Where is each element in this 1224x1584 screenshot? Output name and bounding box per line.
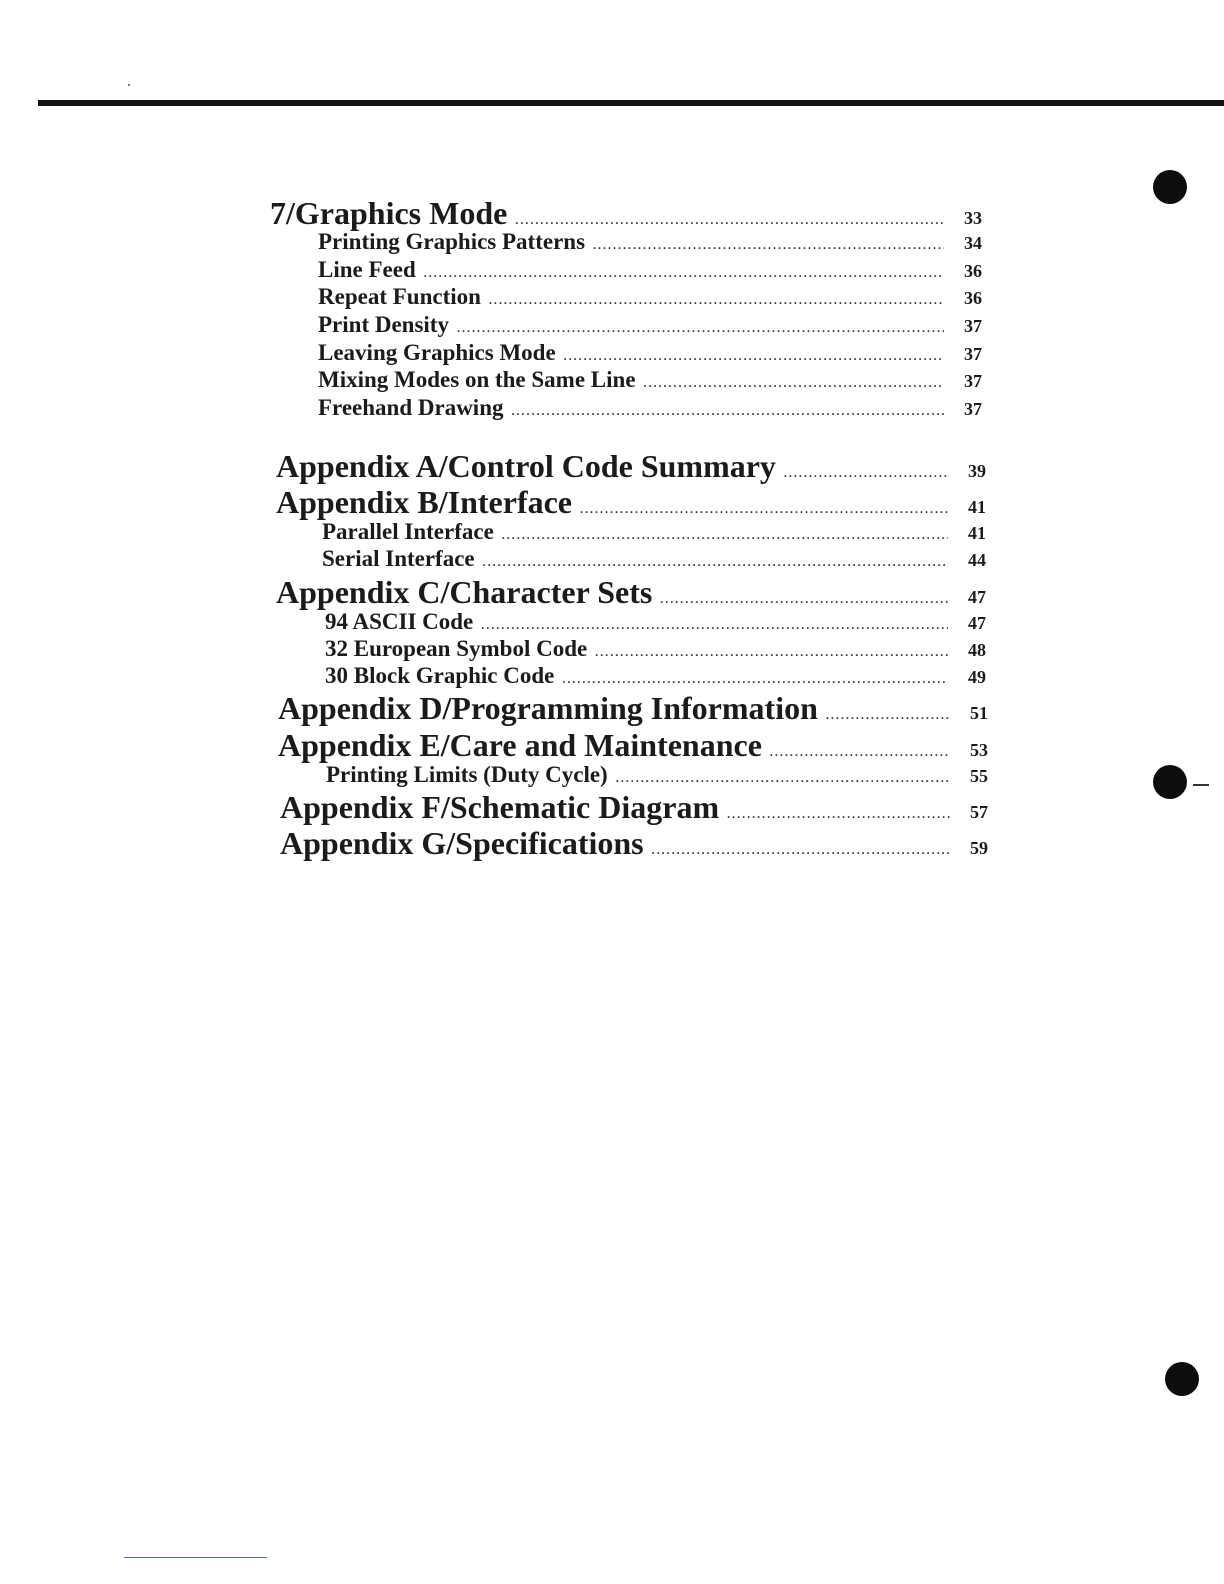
toc-leader-dots <box>770 745 950 760</box>
toc-entry-graphics-mode[interactable] <box>270 195 982 232</box>
toc-entry-ascii-code[interactable] <box>325 609 986 635</box>
toc-entry-leaving-graphics-mode[interactable] <box>318 340 982 366</box>
toc-entry-label: 94 ASCII Code <box>325 609 474 634</box>
toc-entry-freehand-drawing[interactable] <box>318 395 982 421</box>
toc-entry-printing-limits[interactable] <box>326 762 988 788</box>
toc-entry-print-density[interactable] <box>318 312 982 338</box>
toc-entry-label: Appendix E/Care and Maintenance <box>278 727 762 763</box>
toc-leader-dots <box>616 771 950 786</box>
toc-entry-page: 36 <box>964 261 982 281</box>
toc-entry-label: Appendix A/Control Code Summary <box>276 448 776 484</box>
toc-entry-label: 30 Block Graphic Code <box>325 663 555 688</box>
toc-entry-page: 55 <box>970 766 988 786</box>
toc-entry-label: Appendix F/Schematic Diagram <box>280 789 720 825</box>
toc-entry-page: 39 <box>968 461 986 481</box>
toc-entry-parallel-interface[interactable] <box>322 519 986 545</box>
toc-leader-dots <box>826 708 950 723</box>
toc-entry-label: Appendix G/Specifications <box>280 825 644 861</box>
footer-underline <box>124 1557 267 1558</box>
toc-entry-page: 34 <box>964 233 982 253</box>
toc-leader-dots <box>580 502 948 517</box>
toc-entry-label: Parallel Interface <box>322 519 494 544</box>
toc-entry-appendix-b[interactable] <box>276 484 986 521</box>
toc-leader-dots <box>644 376 944 391</box>
toc-entry-label: Serial Interface <box>322 546 475 571</box>
toc-entry-page: 47 <box>968 613 986 633</box>
toc-leader-dots <box>727 807 950 822</box>
toc-leader-dots <box>784 466 948 481</box>
toc-entry-page: 53 <box>970 740 988 760</box>
toc-entry-page: 51 <box>970 703 988 723</box>
toc-entry-page: 36 <box>964 288 982 308</box>
toc-entry-serial-interface[interactable] <box>322 546 986 572</box>
toc-entry-page: 37 <box>964 371 982 391</box>
toc-leader-dots <box>660 592 948 607</box>
toc-leader-dots <box>457 321 944 336</box>
toc-entry-label: Mixing Modes on the Same Line <box>318 367 636 392</box>
toc-entry-label: 32 European Symbol Code <box>325 636 588 661</box>
toc-entry-label: Print Density <box>318 312 449 337</box>
toc-entry-appendix-d[interactable] <box>278 690 988 727</box>
toc-leader-dots <box>489 293 944 308</box>
toc-leader-dots <box>595 645 948 660</box>
toc-entry-page: 41 <box>968 523 986 543</box>
toc-entry-line-feed[interactable] <box>318 257 982 283</box>
toc-entry-label: Appendix D/Programming Information <box>278 690 818 726</box>
toc-entry-label: Printing Limits (Duty Cycle) <box>326 762 608 787</box>
toc-entry-page: 57 <box>970 802 988 822</box>
toc-entry-appendix-a[interactable] <box>276 448 986 485</box>
toc-entry-appendix-f[interactable] <box>280 789 988 826</box>
toc-entry-page: 37 <box>964 399 982 419</box>
toc-entry-appendix-c[interactable] <box>276 574 986 611</box>
toc-entry-european-symbol-code[interactable] <box>325 636 986 662</box>
toc-entry-page: 41 <box>968 497 986 517</box>
toc-entry-page: 37 <box>964 316 982 336</box>
toc-leader-dots <box>481 618 948 633</box>
toc-leader-dots <box>652 843 950 858</box>
toc-entry-page: 48 <box>968 640 986 660</box>
toc-entry-label: Appendix C/Character Sets <box>276 574 653 610</box>
toc-leader-dots <box>502 528 948 543</box>
toc-leader-dots <box>424 266 944 281</box>
toc-entry-label: Freehand Drawing <box>318 395 504 420</box>
toc-entry-page: 59 <box>970 838 988 858</box>
toc-entry-printing-graphics-patterns[interactable] <box>318 229 982 255</box>
toc-entry-label: Leaving Graphics Mode <box>318 340 556 365</box>
toc-entry-label: Line Feed <box>318 257 416 282</box>
toc-leader-dots <box>483 555 948 570</box>
toc-leader-dots <box>564 349 944 364</box>
toc-entry-page: 49 <box>968 667 986 687</box>
toc-entry-label: Repeat Function <box>318 284 481 309</box>
toc-entry-label: 7/Graphics Mode <box>270 195 508 231</box>
toc-entry-block-graphic-code[interactable] <box>325 663 986 689</box>
toc-entry-page: 33 <box>964 208 982 228</box>
toc-entry-page: 37 <box>964 344 982 364</box>
toc-entry-page: 47 <box>968 587 986 607</box>
toc-leader-dots <box>562 672 948 687</box>
toc-entry-page: 44 <box>968 550 986 570</box>
toc-entry-appendix-e[interactable] <box>278 727 988 764</box>
toc-entry-appendix-g[interactable] <box>280 825 988 862</box>
toc-entry-label: Printing Graphics Patterns <box>318 229 586 254</box>
toc-leader-dots <box>512 404 945 419</box>
toc-entry-repeat-function[interactable] <box>318 284 982 310</box>
toc-entry-label: Appendix B/Interface <box>276 484 572 520</box>
toc-leader-dots <box>515 213 944 228</box>
toc-leader-dots <box>593 238 944 253</box>
toc-entry-mixing-modes[interactable] <box>318 367 982 393</box>
